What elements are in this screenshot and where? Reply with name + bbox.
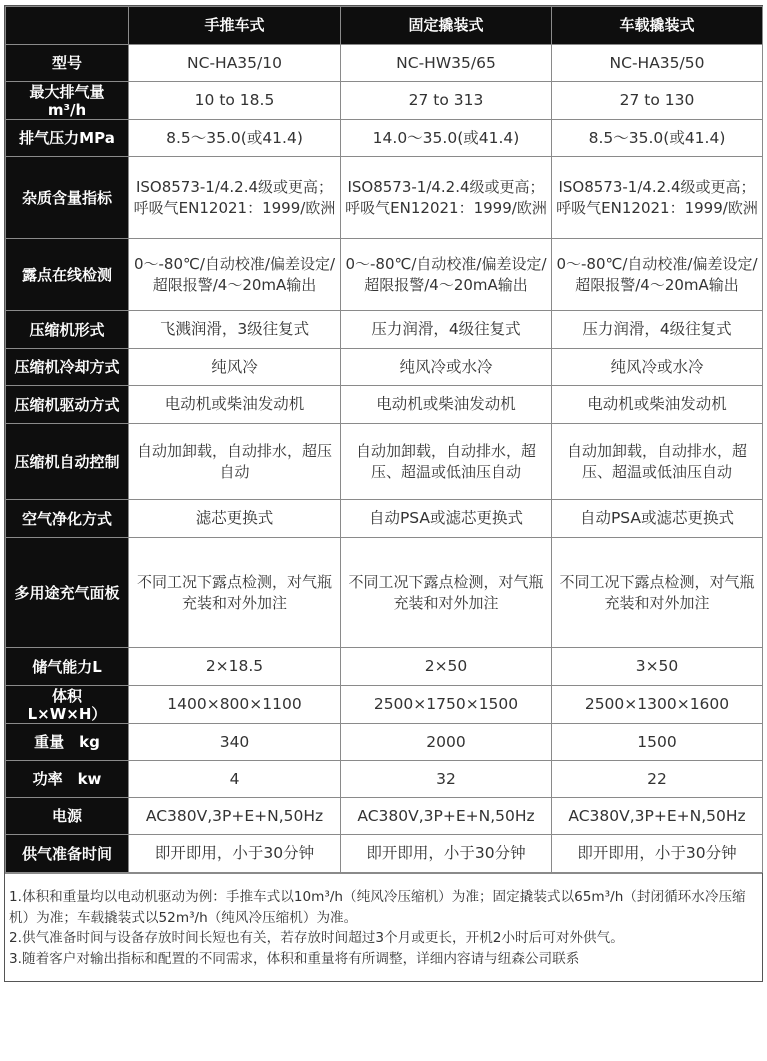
row-label-dew-point: 露点在线检测 <box>6 239 129 311</box>
cell-vehicle-skid: 不同工况下露点检测，对气瓶充装和对外加注 <box>552 538 763 648</box>
row-power-supply <box>6 798 763 835</box>
cell-hand-cart: 4 <box>129 761 341 798</box>
cell-hand-cart: 不同工况下露点检测，对气瓶充装和对外加注 <box>129 538 341 648</box>
cell-vehicle-skid: AC380V,3P+E+N,50Hz <box>552 798 763 835</box>
cell-vehicle-skid: 压力润滑，4级往复式 <box>552 311 763 349</box>
row-auto-control <box>6 424 763 500</box>
footnote-1: 1.体积和重量均以电动机驱动为例：手推车式以10m³/h（纯风冷压缩机）为准；固定撬装式以65m³/h（封闭循环水冷压缩机）为准；车载撬装式以52m³/h（纯风冷压缩机）为准。 <box>9 889 746 926</box>
cell-hand-cart: 即开即用，小于30分钟 <box>129 835 341 873</box>
row-label-compressor-type: 压缩机形式 <box>6 311 129 349</box>
cell-vehicle-skid: 自动加卸载，自动排水，超压、超温或低油压自动 <box>552 424 763 500</box>
cell-vehicle-skid: 8.5～35.0(或41.4) <box>552 120 763 157</box>
cell-vehicle-skid: 0～-80℃/自动校准/偏差设定/超限报警/4～20mA输出 <box>552 239 763 311</box>
cell-fixed-skid: 不同工况下露点检测，对气瓶充装和对外加注 <box>341 538 552 648</box>
row-label-storage: 储气能力L <box>6 648 129 686</box>
row-storage <box>6 648 763 686</box>
cell-hand-cart: 电动机或柴油发动机 <box>129 386 341 424</box>
row-compressor-type <box>6 311 763 349</box>
cell-hand-cart: 340 <box>129 724 341 761</box>
cell-hand-cart: NC-HA35/10 <box>129 45 341 82</box>
row-label-line1: 最大排气量 <box>29 82 105 101</box>
header-hand-cart: 手推车式 <box>129 7 341 45</box>
spec-sheet <box>4 5 763 982</box>
cell-vehicle-skid: 22 <box>552 761 763 798</box>
row-weight <box>6 724 763 761</box>
cell-hand-cart: 纯风冷 <box>129 349 341 386</box>
cell-hand-cart: 飞溅润滑，3级往复式 <box>129 311 341 349</box>
cell-vehicle-skid: 电动机或柴油发动机 <box>552 386 763 424</box>
row-label-max-flow <box>6 82 129 120</box>
row-cooling <box>6 349 763 386</box>
cell-vehicle-skid: 纯风冷或水冷 <box>552 349 763 386</box>
cell-vehicle-skid: 27 to 130 <box>552 82 763 120</box>
cell-fixed-skid: 14.0～35.0(或41.4) <box>341 120 552 157</box>
row-label-volume <box>6 686 129 724</box>
header-vehicle-skid: 车载撬装式 <box>552 7 763 45</box>
cell-hand-cart: 滤芯更换式 <box>129 500 341 538</box>
cell-hand-cart: 0～-80℃/自动校准/偏差设定/超限报警/4～20mA输出 <box>129 239 341 311</box>
header-fixed-skid: 固定撬装式 <box>341 7 552 45</box>
cell-vehicle-skid: 1500 <box>552 724 763 761</box>
row-label-model: 型号 <box>6 45 129 82</box>
row-label-power-supply: 电源 <box>6 798 129 835</box>
row-power <box>6 761 763 798</box>
cell-fixed-skid: 2500×1750×1500 <box>341 686 552 724</box>
row-drive <box>6 386 763 424</box>
row-label-auto-control: 压缩机自动控制 <box>6 424 129 500</box>
row-purification <box>6 500 763 538</box>
cell-hand-cart: AC380V,3P+E+N,50Hz <box>129 798 341 835</box>
cell-fixed-skid: 2000 <box>341 724 552 761</box>
spec-table <box>5 6 763 873</box>
row-label-weight: 重量 kg <box>6 724 129 761</box>
header-blank <box>6 7 129 45</box>
row-impurity <box>6 157 763 239</box>
row-label-line2: L×W×H） <box>27 704 107 723</box>
cell-fixed-skid: ISO8573-1/4.2.4级或更高；呼吸气EN12021：1999/欧洲 <box>341 157 552 239</box>
cell-hand-cart: ISO8573-1/4.2.4级或更高；呼吸气EN12021：1999/欧洲 <box>129 157 341 239</box>
cell-fixed-skid: NC-HW35/65 <box>341 45 552 82</box>
cell-fixed-skid: 压力润滑，4级往复式 <box>341 311 552 349</box>
cell-fixed-skid: AC380V,3P+E+N,50Hz <box>341 798 552 835</box>
cell-fixed-skid: 27 to 313 <box>341 82 552 120</box>
row-fill-panel <box>6 538 763 648</box>
row-max-flow <box>6 82 763 120</box>
cell-fixed-skid: 自动PSA或滤芯更换式 <box>341 500 552 538</box>
row-label-drive: 压缩机驱动方式 <box>6 386 129 424</box>
row-label-purification: 空气净化方式 <box>6 500 129 538</box>
header-row <box>6 7 763 45</box>
row-label-power: 功率 kw <box>6 761 129 798</box>
cell-fixed-skid: 纯风冷或水冷 <box>341 349 552 386</box>
row-label-pressure: 排气压力MPa <box>6 120 129 157</box>
footnote-2: 2.供气准备时间与设备存放时间长短也有关，若存放时间超过3个月或更长，开机2小时后可对外供气。 <box>9 930 624 946</box>
cell-fixed-skid: 电动机或柴油发动机 <box>341 386 552 424</box>
row-label-fill-panel: 多用途充气面板 <box>6 538 129 648</box>
cell-fixed-skid: 即开即用，小于30分钟 <box>341 835 552 873</box>
cell-hand-cart: 10 to 18.5 <box>129 82 341 120</box>
cell-vehicle-skid: 3×50 <box>552 648 763 686</box>
row-volume <box>6 686 763 724</box>
footnote-3: 3.随着客户对输出指标和配置的不同需求，体积和重量将有所调整，详细内容请与纽森公司联系 <box>9 950 580 967</box>
cell-hand-cart: 2×18.5 <box>129 648 341 686</box>
row-label-ready-time: 供气准备时间 <box>6 835 129 873</box>
cell-hand-cart: 自动加卸载，自动排水，超压自动 <box>129 424 341 500</box>
row-label-line2: m³/h <box>47 100 87 119</box>
cell-vehicle-skid: 即开即用，小于30分钟 <box>552 835 763 873</box>
row-label-cooling: 压缩机冷却方式 <box>6 349 129 386</box>
cell-vehicle-skid: ISO8573-1/4.2.4级或更高；呼吸气EN12021：1999/欧洲 <box>552 157 763 239</box>
row-ready-time <box>6 835 763 873</box>
cell-fixed-skid: 2×50 <box>341 648 552 686</box>
cell-hand-cart: 1400×800×1100 <box>129 686 341 724</box>
cell-fixed-skid: 自动加卸载，自动排水，超压、超温或低油压自动 <box>341 424 552 500</box>
cell-vehicle-skid: 2500×1300×1600 <box>552 686 763 724</box>
cell-hand-cart: 8.5～35.0(或41.4) <box>129 120 341 157</box>
cell-fixed-skid: 0～-80℃/自动校准/偏差设定/超限报警/4～20mA输出 <box>341 239 552 311</box>
row-label-line1: 体积 <box>51 686 82 705</box>
footnotes <box>5 873 762 981</box>
cell-vehicle-skid: 自动PSA或滤芯更换式 <box>552 500 763 538</box>
row-label-impurity: 杂质含量指标 <box>6 157 129 239</box>
cell-fixed-skid: 32 <box>341 761 552 798</box>
row-pressure <box>6 120 763 157</box>
row-model <box>6 45 763 82</box>
cell-vehicle-skid: NC-HA35/50 <box>552 45 763 82</box>
row-dew-point <box>6 239 763 311</box>
